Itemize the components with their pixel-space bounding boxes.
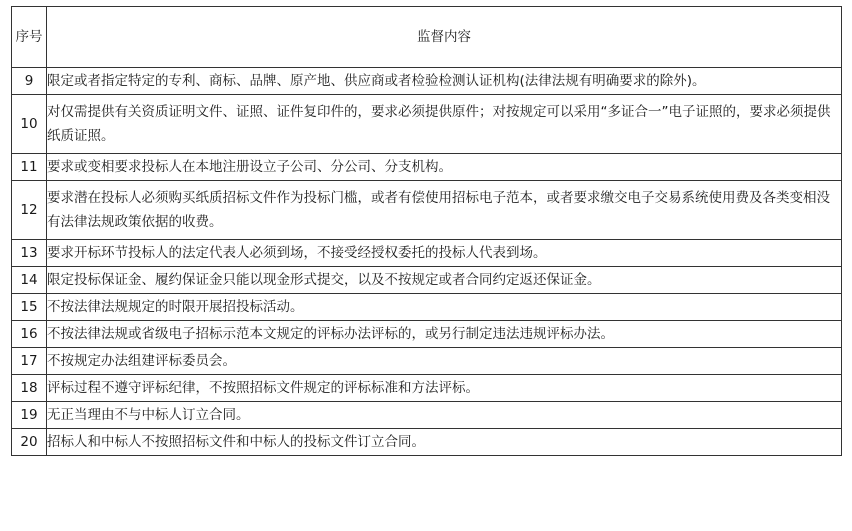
row-number: 15	[12, 294, 47, 321]
row-content: 不按法律法规或省级电子招标示范本文规定的评标办法评标的，或另行制定违法违规评标办法。	[47, 321, 842, 348]
row-content: 要求或变相要求投标人在本地注册设立子公司、分公司、分支机构。	[47, 154, 842, 181]
row-number: 9	[12, 68, 47, 95]
row-content: 评标过程不遵守评标纪律，不按照招标文件规定的评标标准和方法评标。	[47, 375, 842, 402]
table-row	[12, 402, 842, 429]
row-content: 不按法律法规规定的时限开展招投标活动。	[47, 294, 842, 321]
row-number: 19	[12, 402, 47, 429]
table-row	[12, 181, 842, 240]
table-row	[12, 321, 842, 348]
table-header-row	[12, 7, 842, 68]
row-number: 13	[12, 240, 47, 267]
row-content: 要求潜在投标人必须购买纸质招标文件作为投标门槛，或者有偿使用招标电子范本，或者要求缴交电子交易系统使用费及各类变相没有法律法规政策依据的收费。	[47, 181, 842, 240]
table-row	[12, 267, 842, 294]
row-content: 要求开标环节投标人的法定代表人必须到场，不接受经授权委托的投标人代表到场。	[47, 240, 842, 267]
row-number: 20	[12, 429, 47, 456]
row-number: 18	[12, 375, 47, 402]
supervision-table	[11, 6, 842, 456]
row-number: 17	[12, 348, 47, 375]
row-content: 不按规定办法组建评标委员会。	[47, 348, 842, 375]
row-number: 10	[12, 95, 47, 154]
table-row	[12, 294, 842, 321]
row-content: 限定投标保证金、履约保证金只能以现金形式提交，以及不按规定或者合同约定返还保证金。	[47, 267, 842, 294]
header-number: 序号	[12, 7, 47, 68]
row-content: 对仅需提供有关资质证明文件、证照、证件复印件的，要求必须提供原件；对按规定可以采用“多证合一”电子证照的，要求必须提供纸质证照。	[47, 95, 842, 154]
row-number: 12	[12, 181, 47, 240]
table-row	[12, 95, 842, 154]
row-number: 14	[12, 267, 47, 294]
row-number: 16	[12, 321, 47, 348]
row-content: 无正当理由不与中标人订立合同。	[47, 402, 842, 429]
row-content: 招标人和中标人不按照招标文件和中标人的投标文件订立合同。	[47, 429, 842, 456]
table-row	[12, 429, 842, 456]
row-content: 限定或者指定特定的专利、商标、品牌、原产地、供应商或者检验检测认证机构(法律法规有明确要求的除外)。	[47, 68, 842, 95]
header-content: 监督内容	[47, 7, 842, 68]
table-row	[12, 68, 842, 95]
row-number: 11	[12, 154, 47, 181]
table-row	[12, 375, 842, 402]
table-row	[12, 240, 842, 267]
table-row	[12, 348, 842, 375]
table-row	[12, 154, 842, 181]
